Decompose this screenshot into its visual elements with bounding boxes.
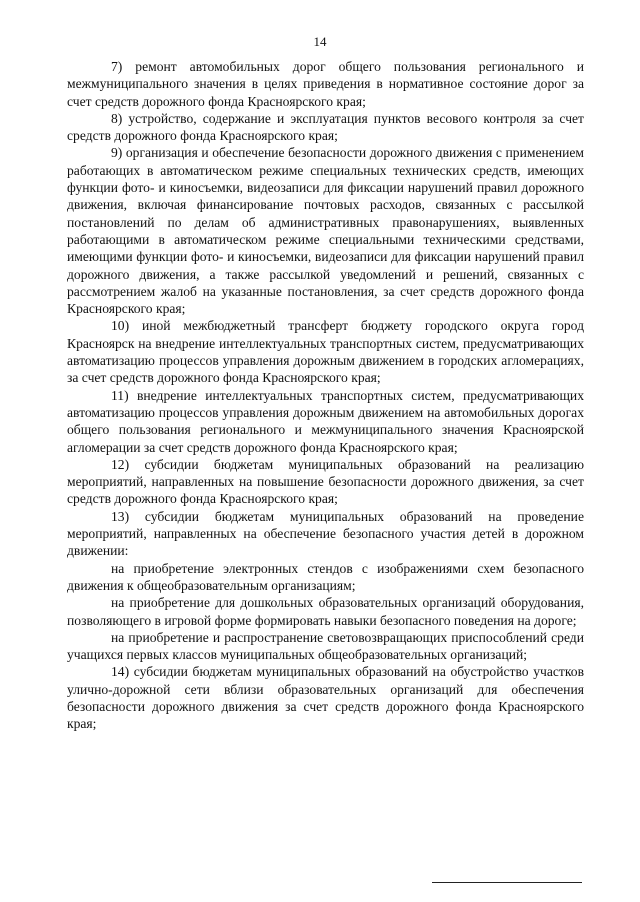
paragraph-item-9: 9) организация и обеспечение безопасности дорожного движения с применением работающих в автоматическом режиме специальных технических средств, имеющих функции фото- и киносъемки, видеозаписи для фиксации нарушений правил дорожного движения, включая финансирование почтовых расходов, связанных с рассылкой постановлений по делам об административных правонарушениях, выявленных работающими в автоматическом режиме специальными техническими средствами, имеющими функции фото- и киносъемки, видеозаписи для фиксации нарушений правил дорожного движения, а также рассылкой уведомлений и решений, связанных с рассмотрением жалоб на указанные постановления, за счет средств дорожного фонда Красноярского края; bbox=[67, 145, 584, 317]
paragraph-subitem-equipment: на приобретение для дошкольных образовательных организаций оборудования, позволяющего в игровой форме формировать навыки безопасного поведения на дороге; bbox=[67, 595, 584, 628]
paragraph-subitem-stands: на приобретение электронных стендов с изображениями схем безопасного движения к общеобразовательным организациям; bbox=[67, 560, 584, 593]
paragraph-subitem-reflectors: на приобретение и распространение световозвращающих приспособлений среди учащихся первых классов муниципальных общеобразовательных организаций; bbox=[67, 629, 584, 663]
document-body bbox=[67, 58, 584, 733]
footer-rule bbox=[432, 882, 582, 883]
paragraph-item-11: 11) внедрение интеллектуальных транспортных систем, предусматривающих автоматизацию процессов управления дорожным движением на автомобильных дорогах общего пользования регионального и межмуниципального значения Красноярской агломерации за счет средств дорожного фонда Красноярского края; bbox=[67, 387, 584, 455]
paragraph-item-8: 8) устройство, содержание и эксплуатация пунктов весового контроля за счет средств дорожного фонда Красноярского края; bbox=[67, 110, 584, 144]
paragraph-item-14: 14) субсидии бюджетам муниципальных образований на обустройство участков улично-дорожной сети вблизи образовательных организаций для обеспечения безопасности дорожного движения за счет средств дорожного фонда Красноярского края; bbox=[67, 664, 584, 732]
paragraph-item-13: 13) субсидии бюджетам муниципальных образований на проведение мероприятий, направленных на обеспечение безопасного участия детей в дорожном движении: bbox=[67, 508, 584, 559]
paragraph-item-10: 10) иной межбюджетный трансферт бюджету городского округа город Красноярск на внедрение интеллектуальных транспортных систем, предусматривающих автоматизацию процессов управления дорожным движением в городских агломерациях, за счет средств дорожного фонда Красноярского края; bbox=[67, 318, 584, 386]
page-number: 14 bbox=[313, 34, 327, 49]
paragraph-item-12: 12) субсидии бюджетам муниципальных образований на реализацию мероприятий, направленных на повышение безопасности дорожного движения, за счет средств дорожного фонда Красноярского края; bbox=[67, 456, 584, 507]
paragraph-item-7: 7) ремонт автомобильных дорог общего пользования регионального и межмуниципального значения в целях приведения в нормативное состояние дорог за счет средств дорожного фонда Красноярского края; bbox=[67, 59, 584, 109]
